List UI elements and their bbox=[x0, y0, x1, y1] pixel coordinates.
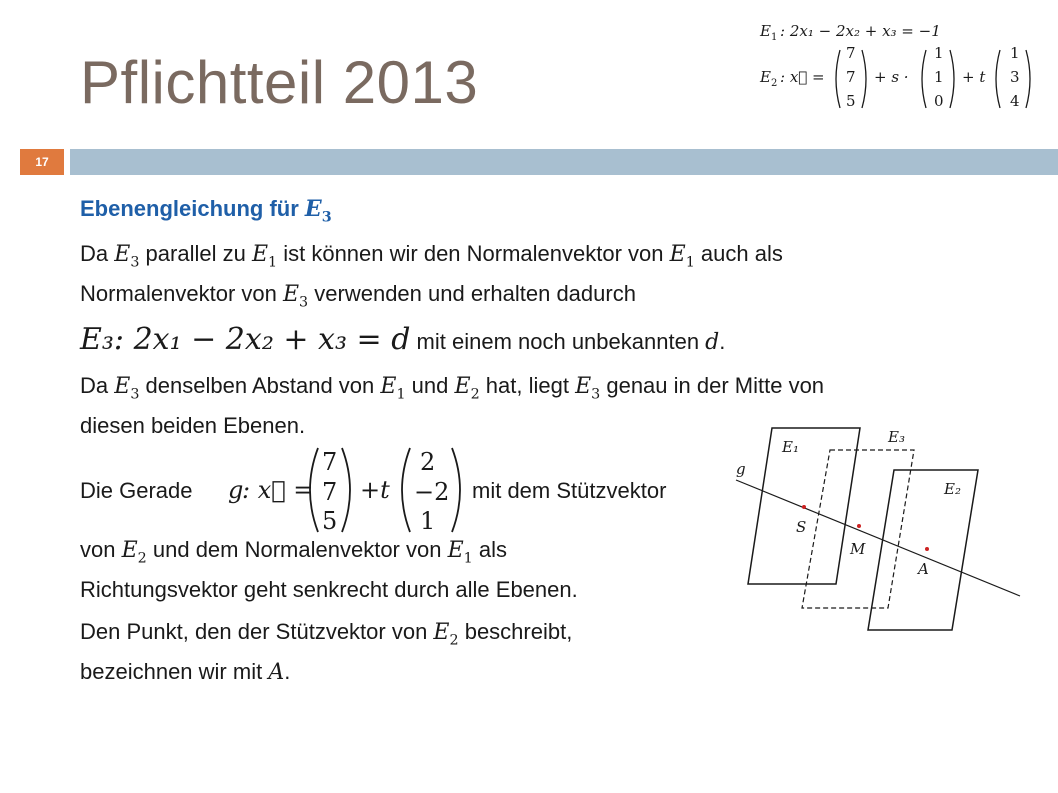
line-g-equation bbox=[80, 440, 720, 540]
heading-sub: 3 bbox=[321, 209, 332, 226]
eq-e3-var: d bbox=[705, 330, 720, 355]
header-e1-label: E bbox=[760, 22, 771, 40]
p1-text-1: Da bbox=[80, 241, 115, 266]
p4-var-a: A bbox=[268, 660, 285, 686]
p4-text-3: bezeichnen wir mit bbox=[80, 659, 269, 685]
header-plus-t: + t bbox=[962, 68, 986, 86]
header-v2-0: 1 bbox=[934, 44, 944, 62]
paragraph-3 bbox=[80, 534, 578, 606]
line-g-v2-2: 1 bbox=[420, 507, 436, 535]
plane-e2 bbox=[868, 470, 978, 630]
eq-e3-end: . bbox=[719, 329, 726, 354]
line-g-var: g bbox=[228, 476, 244, 504]
point-m bbox=[857, 524, 861, 528]
p2-text-4: hat, liegt bbox=[479, 373, 576, 398]
p3-text-3: als bbox=[472, 537, 508, 562]
paragraph-1 bbox=[80, 238, 783, 319]
label-a: A bbox=[918, 560, 929, 578]
label-s: S bbox=[796, 518, 807, 536]
p4-text-4: . bbox=[284, 659, 291, 685]
p1-var-e3: $E_3$ bbox=[114, 242, 140, 271]
p4-text-1: Den Punkt, den der Stützvektor von bbox=[80, 619, 434, 644]
p2-var-e1: $E_1$ bbox=[380, 374, 406, 403]
p1-var-e1b: $E_1$ bbox=[669, 242, 695, 271]
p1-var-e1: $E_1$ bbox=[251, 242, 278, 271]
p3-var-e2: $E_2$ bbox=[121, 538, 147, 567]
p1-text-3: ist können wir den Normalenvektor von bbox=[277, 241, 670, 266]
p1-text-2: parallel zu bbox=[139, 241, 252, 266]
eq-e3-text: mit einem noch unbekannten bbox=[410, 329, 706, 354]
label-g: g bbox=[736, 460, 746, 478]
p3-var-e1: $E_1$ bbox=[447, 538, 473, 567]
p2-var-e3b: $E_3$ bbox=[575, 374, 601, 403]
p2-var-e2: $E_2$ bbox=[454, 374, 480, 403]
p3-text-2: und dem Normalenvektor von bbox=[146, 537, 448, 562]
header-v3-1: 3 bbox=[1010, 68, 1020, 86]
line-g-v1-0: 7 bbox=[322, 448, 338, 476]
p2-text-5: genau in der Mitte von bbox=[600, 373, 825, 398]
header-e2-prefix: : x⃗ = bbox=[780, 68, 825, 86]
paragraph-1-line-1 bbox=[80, 238, 783, 278]
label-m: M bbox=[850, 540, 866, 558]
planes-diagram bbox=[728, 418, 1028, 638]
line-g bbox=[736, 480, 1020, 596]
point-s bbox=[802, 505, 806, 509]
line-g-plus-t: +t bbox=[360, 476, 390, 504]
p2-var-e3: $E_3$ bbox=[114, 374, 140, 403]
p2-text-3: und bbox=[405, 373, 455, 398]
header-e1-equation: : 2x₁ − 2x₂ + x₃ = −1 bbox=[780, 22, 941, 40]
paragraph-3-line-1 bbox=[80, 534, 578, 574]
line-g-v2-1: −2 bbox=[414, 478, 450, 506]
slide-number: 17 bbox=[20, 149, 64, 175]
paragraph-2 bbox=[80, 370, 824, 442]
eq-e3-math: E₃: 2x₁ − 2x₂ + x₃ = d bbox=[80, 322, 411, 357]
line-g-vec: : x⃗ = bbox=[242, 476, 314, 504]
line-g-v1-1: 7 bbox=[322, 478, 338, 506]
header-v3-2: 4 bbox=[1010, 92, 1020, 110]
header-v3-0: 1 bbox=[1010, 44, 1020, 62]
heading-var: E bbox=[304, 196, 322, 222]
p3-text-1: von bbox=[80, 537, 122, 562]
label-e2: E₂ bbox=[944, 480, 961, 498]
header-equations bbox=[758, 14, 1053, 124]
header-plus-s: + s · bbox=[874, 68, 909, 86]
label-e3: E₃ bbox=[888, 428, 905, 446]
p2-text-1: Da bbox=[80, 373, 115, 398]
paragraph-1-line-2 bbox=[80, 278, 783, 318]
header-e2-sub: 2 bbox=[771, 78, 778, 89]
paragraph-2-line-2: diesen beiden Ebenen. bbox=[80, 413, 306, 439]
header-v1-2: 5 bbox=[846, 92, 856, 110]
line-g-suffix: mit dem Stützvektor bbox=[472, 478, 667, 503]
header-v1-1: 7 bbox=[846, 68, 856, 86]
paragraph-4 bbox=[80, 616, 572, 689]
paragraph-4-line-1 bbox=[80, 616, 572, 656]
label-e1: E₁ bbox=[782, 438, 799, 456]
header-v1-0: 7 bbox=[846, 44, 856, 62]
header-v2-2: 0 bbox=[934, 92, 944, 110]
section-heading bbox=[80, 196, 332, 225]
p2-text-2: denselben Abstand von bbox=[139, 373, 381, 398]
heading-text: Ebenengleichung für bbox=[80, 196, 305, 221]
p4-text-2: beschreibt, bbox=[458, 619, 573, 644]
header-v2-1: 1 bbox=[934, 68, 944, 86]
p1-var-e3b: $E_3$ bbox=[282, 282, 309, 311]
header-e2-label: E bbox=[760, 68, 771, 86]
paragraph-2-line-1 bbox=[80, 370, 824, 410]
header-e1-sub: 1 bbox=[771, 32, 778, 43]
paragraph-3-line-2: Richtungsvektor geht senkrecht durch alle Ebenen. bbox=[80, 577, 578, 603]
p1-text-4: auch als bbox=[694, 241, 783, 266]
point-a bbox=[925, 547, 929, 551]
plane-e3-equation bbox=[80, 322, 725, 362]
line-g-v2-0: 2 bbox=[420, 448, 436, 476]
p1-text-5: Normalenvektor von bbox=[80, 281, 283, 307]
slide-title: Pflichtteil 2013 bbox=[80, 49, 479, 116]
header-bar bbox=[70, 149, 1058, 175]
p1-text-6: verwenden und erhalten dadurch bbox=[308, 281, 636, 307]
line-g-v1-2: 5 bbox=[322, 507, 338, 535]
line-g-prefix: Die Gerade bbox=[80, 478, 193, 503]
p4-var-e2: $E_2$ bbox=[433, 620, 459, 649]
paragraph-4-line-2 bbox=[80, 656, 572, 689]
